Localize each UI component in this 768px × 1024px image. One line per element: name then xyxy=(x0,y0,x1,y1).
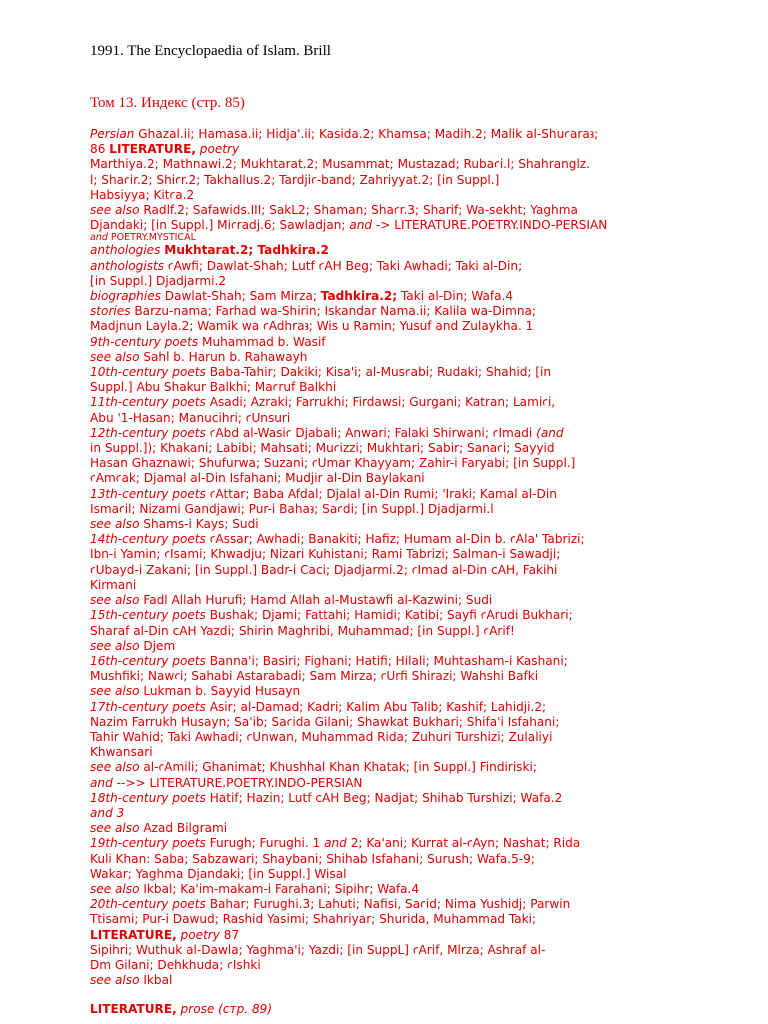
entry-text: Asadi; Azraki; Farrukhi; Firdawsi; Gurgani; Katran; Lamiꜥi, xyxy=(205,395,556,410)
entry-text: Djandaki; [in Suppl.] Miꜥradj.6; Sawladjan; xyxy=(90,218,350,233)
entry-text: Suppl.] Abu Shakur Balkhi; Maꜥruf Balkhi xyxy=(90,380,337,395)
bold-term: LITERATURE, xyxy=(90,1002,177,1017)
index-line xyxy=(90,897,750,912)
index-line xyxy=(90,259,750,274)
italic-label: prose (стр. 89) xyxy=(180,1002,273,1017)
entry-text: Lukman b. Sayyid Husayn xyxy=(139,684,301,699)
index-line xyxy=(90,142,750,157)
entry-text: Hasan Ghaznawi; Shufurwa; Suzani; ꜥUmar Khayyam; Zahir-i Faryabi; [in Suppl.] xyxy=(90,456,576,471)
index-line xyxy=(90,502,750,517)
entry-text: Baba-Tahir; Dakiki; Kisa'i; al-Musꜥabi; Rudaki; Shahid; [in xyxy=(205,365,552,380)
entry-text: l; Shaꜥir.2; Shiꜥr.2; Takhallus.2; Tardjiꜥ-band; Zahriyyat.2; [in Suppl.] xyxy=(90,172,500,187)
index-line xyxy=(90,745,750,760)
italic-label: see also xyxy=(90,881,140,896)
index-line xyxy=(90,973,750,988)
italic-label: see also xyxy=(90,760,140,775)
entry-text: 2; Ka'ani; Kurrat al-ꜥAyn; Nashat; Rida xyxy=(346,836,581,851)
index-line xyxy=(90,1002,750,1017)
italic-label: see also xyxy=(90,517,140,532)
index-line xyxy=(90,684,750,699)
italic-label: 12th-century poets xyxy=(90,425,206,440)
index-line xyxy=(90,173,750,188)
entry-text: Fadl Allah Hurufi; Hamd Allah al-Mustawfi al-Kazwini; Sudi xyxy=(139,593,493,608)
index-line xyxy=(90,852,750,867)
index-line xyxy=(90,669,750,684)
index-line xyxy=(90,806,750,821)
italic-label: anthologists xyxy=(90,258,165,273)
entry-text: Shams-i Kays; Sudi xyxy=(139,517,259,532)
index-line xyxy=(90,426,750,441)
entry-text: ꜥAssar; Awhadi; Banakiti; Hafiz; Humam al-Din b. ꜥAla' Tabrizi; xyxy=(205,532,585,547)
index-line xyxy=(90,395,750,410)
entry-text: Nazim Farrukh Husayn; Sa'ib; Saꜥida Gilani; Shawkat Bukhari; Shifa'i Isfahani; xyxy=(90,714,560,729)
entry-text: LITERATURE.POETRY.INDO-PERSIAN xyxy=(145,775,363,790)
entry-text: Azad Bilgrami xyxy=(139,821,228,836)
index-line xyxy=(90,912,750,927)
entry-text: Ikbal xyxy=(139,973,173,988)
italic-label: biographies xyxy=(90,289,161,304)
entry-text: ꜥUbayd-i Zakani; [in Suppl.] Badr-i Caci; Djadjarmi.2; ꜥImad al-Din cAH, Fakihi xyxy=(90,562,558,577)
index-line xyxy=(90,715,750,730)
index-line xyxy=(90,608,750,623)
entry-text: Ghazal.ii; Hamasa.ii; Hidja'.ii; Kasida.2; Khamsa; Madih.2; Malik al-Shuꜥaraꜣ; xyxy=(134,127,599,141)
index-line xyxy=(90,243,750,258)
italic-label: 11th-century poets xyxy=(90,395,206,410)
italic-label: 18th-century poets xyxy=(90,790,206,805)
italic-label: see also xyxy=(90,821,140,836)
entry-text: ꜥAbd al-Wasiꜥ Djabali; Anwari; Falaki Shirwani; ꜥImadi xyxy=(205,425,537,440)
index-line xyxy=(90,411,750,426)
entry-text: Taki al-Din; Wafa.4 xyxy=(397,289,514,304)
entry-text: Dm Gilani; Dehkhuda; ꜥIshki xyxy=(90,957,261,972)
index-line xyxy=(90,350,750,365)
italic-label: see also xyxy=(90,349,140,364)
entry-text: -> LITERATURE.POETRY.INDO-PERSIAN xyxy=(372,218,608,233)
index-line xyxy=(90,304,750,319)
index-line xyxy=(90,593,750,608)
italic-label: see also xyxy=(90,973,140,988)
entry-text: Khwansari xyxy=(90,745,153,760)
entry-text: Wakar; Yaghma Djandaki; [in Suppl.] Wisal xyxy=(90,866,347,881)
italic-label: 14th-century poets xyxy=(90,532,206,547)
entry-text: Furugh; Furughi. 1 xyxy=(205,836,325,851)
italic-label: anthologies xyxy=(90,243,161,258)
italic-label: 13th-century poets xyxy=(90,486,206,501)
bold-term: LITERATURE, xyxy=(90,927,177,942)
index-line xyxy=(90,791,750,806)
index-line xyxy=(90,188,750,203)
entry-text: Madjnun Layla.2; Wamik wa ꜥAdhraꜣ; Wis u Ramin; Yusuf and Zulaykha. 1 xyxy=(90,319,534,334)
index-line xyxy=(90,127,750,142)
index-line xyxy=(90,958,750,973)
source-citation: 1991. The Encyclopaedia of Islam. Brill xyxy=(90,43,331,59)
index-line xyxy=(90,157,750,172)
index-line xyxy=(90,639,750,654)
index-line xyxy=(90,487,750,502)
entry-text: Muhammad b. Wasif xyxy=(198,334,326,349)
italic-label: see also xyxy=(90,203,140,218)
index-line xyxy=(90,274,750,289)
entry-text: al-ꜥAmili; Ghanimat; Khushhal Khan Khatak; [in Suppl.] Findiriski; xyxy=(139,760,537,775)
index-line xyxy=(90,289,750,304)
index-line xyxy=(90,365,750,380)
italic-label: stories xyxy=(90,304,131,319)
index-line xyxy=(90,943,750,958)
index-line xyxy=(90,760,750,775)
index-line xyxy=(90,233,750,243)
index-line xyxy=(90,700,750,715)
italic-label: poetry xyxy=(199,142,240,157)
italic-label: 10th-century poets xyxy=(90,365,206,380)
index-line xyxy=(90,624,750,639)
entry-text: Mushfiki; Nawꜥi; Sahabi Astarabadi; Sam Mirza; ꜥUrfi Shirazi; Wahshi Bafki xyxy=(90,669,539,684)
entry-text: 87 xyxy=(219,927,240,942)
italic-label: and xyxy=(324,836,347,851)
entry-text: Habsiyya; Kitꜥa.2 xyxy=(90,187,195,202)
index-line xyxy=(90,928,750,943)
index-line xyxy=(90,380,750,395)
entry-text: Abu '1-Hasan; Manucihri; ꜥUnsuri xyxy=(90,410,291,425)
index-line xyxy=(90,532,750,547)
entry-text: [in Suppl.] Djadjarmi.2 xyxy=(90,273,227,288)
index-entries xyxy=(90,127,750,1018)
italic-label: and xyxy=(90,232,108,244)
bold-term: Tadhkira.2; xyxy=(320,289,398,304)
index-line xyxy=(90,578,750,593)
index-line xyxy=(90,471,750,486)
index-line xyxy=(90,776,750,791)
entry-text: Sahl b. Harun b. Rahawayh xyxy=(139,349,308,364)
volume-heading: Том 13. Индекс (стр. 85) xyxy=(90,95,245,111)
index-line xyxy=(90,654,750,669)
italic-label: Persian xyxy=(90,127,135,141)
index-line xyxy=(90,441,750,456)
entry-text: Ibn-i Yamin; ꜥIsami; Khwadju; Nizari Kuhistani; Rami Tabrizi; Salman-i Sawadji; xyxy=(90,547,561,562)
italic-label: see also xyxy=(90,593,140,608)
entry-text: Dawlat-Shah; Sam Mirza; xyxy=(160,289,321,304)
italic-label: see also xyxy=(90,638,140,653)
italic-label: 15th-century poets xyxy=(90,608,206,623)
bold-term: LITERATURE, xyxy=(109,142,196,157)
italic-label: 19th-century poets xyxy=(90,836,206,851)
index-line xyxy=(90,867,750,882)
entry-text: Bahar; Furughi.3; Lahuti; Nafisi, Saꜥid; Nima Yushidj; Parwin xyxy=(205,897,571,912)
entry-text: Tahir Wahid; Taki Awhadi; ꜥUnwan, Muhammad Rida; Zuhuri Turshizi; Zulaliyi xyxy=(90,729,553,744)
italic-label: and xyxy=(349,218,373,233)
entry-text: Barzu-nama; Farhad wa-Shirin; Iskandar Nama.ii; Kalila wa-Dimna; xyxy=(130,304,537,319)
entry-text: ꜥAmꜥak; Djamal al-Din Isfahani; Mudjir al-Din Baylakani xyxy=(90,471,425,486)
italic-label: 9th-century poets xyxy=(90,334,199,349)
entry-text: ꜥAwfi; Dawlat-Shah; Lutf ꜥAH Beg; Taki Awhadi; Taki al-Din; xyxy=(164,258,523,273)
italic-label: see also xyxy=(90,684,140,699)
entry-text: Bushak; Djami; Fattahi; Hamidi; Katibi; Sayfi ꜥArudi Bukhari; xyxy=(205,608,573,623)
entry-text: Sharaf al-Din cAH Yazdi; Shirin Maghribi, Muhammad; [in Suppl.] ꜥArif! xyxy=(90,623,515,638)
entry-text: Kirmani xyxy=(90,577,137,592)
italic-label: and -->> xyxy=(90,775,146,790)
index-line xyxy=(90,335,750,350)
bold-term: Mukhtarat.2; Tadhkira.2 xyxy=(164,243,329,258)
index-line xyxy=(90,730,750,745)
index-line xyxy=(90,563,750,578)
entry-text: Djem xyxy=(139,638,176,653)
index-line xyxy=(90,821,750,836)
entry-text: Hatif; Hazin; Lutf cAH Beg; Nadjat; Shihab Turshizi; Wafa.2 xyxy=(205,790,563,805)
italic-label: 16th-century poets xyxy=(90,653,206,668)
italic-label: 17th-century poets xyxy=(90,699,206,714)
entry-text: POETRY.MYSTICAL xyxy=(107,232,196,244)
entry-text: ꜥAttar; Baba Afdal; Djalal al-Din Rumi; 'Iraki; Kamal al-Din xyxy=(205,486,557,501)
entry-text: Asir; al-Damad; Kadri; Kalim Abu Talib; Kashif; Lahidji.2; xyxy=(205,699,547,714)
index-line xyxy=(90,203,750,218)
entry-text: 86 xyxy=(90,142,110,157)
entry-text: Marthiya.2; Mathnawi.2; Mukhtarat.2; Musammat; Mustazad; Rubaꜥi.l; Shahranglz. xyxy=(90,157,590,172)
entry-text: Ttisami; Pur-i Dawud; Rashid Yasimi; Shahriyar; Shurida, Muhammad Taki; xyxy=(90,912,537,927)
index-line xyxy=(90,218,750,233)
italic-label: and 3 xyxy=(90,805,125,820)
index-line xyxy=(90,456,750,471)
index-line xyxy=(90,547,750,562)
italic-label: 20th-century poets xyxy=(90,897,206,912)
index-line xyxy=(90,319,750,334)
index-line xyxy=(90,836,750,851)
entry-text: Sipihri; Wuthuk al-Dawla; Yaghma'i; Yazdi; [in SuppL] ꜥArif, Mlrza; Ashraf al- xyxy=(90,942,546,957)
entry-text: Radlf.2; Safawids.III; SakL2; Shaman; Shaꜥr.3; Sharif; Wa-sekht; Yaghma xyxy=(139,203,578,218)
entry-text: Kuli Khan: Saba; Sabzawari; Shaybani; Shihab Isfahani; Surush; Wafa.5-9; xyxy=(90,851,535,866)
entry-text: Banna'i; Basiri; Fighani; Hatifi; Hilali; Muhtasham-i Kashani; xyxy=(205,653,568,668)
index-line xyxy=(90,882,750,897)
italic-label: poetry xyxy=(180,927,220,942)
entry-text: in Suppl.]); Khakani; Labibi; Mahsati; Muꜥizzi; Mukhtari; Sabir; Sanaꜥi; Sayyid xyxy=(90,441,555,456)
entry-text: Ismaꜥil; Nizami Gandjawi; Pur-i Bahaꜣ; Saꜥdi; [in Suppl.] Djadjarmi.l xyxy=(90,501,494,516)
italic-label: (and xyxy=(536,425,564,440)
index-line xyxy=(90,517,750,532)
entry-text: Ikbal; Ka'im-makam-i Farahani; Sipihr; Wafa.4 xyxy=(139,881,420,896)
